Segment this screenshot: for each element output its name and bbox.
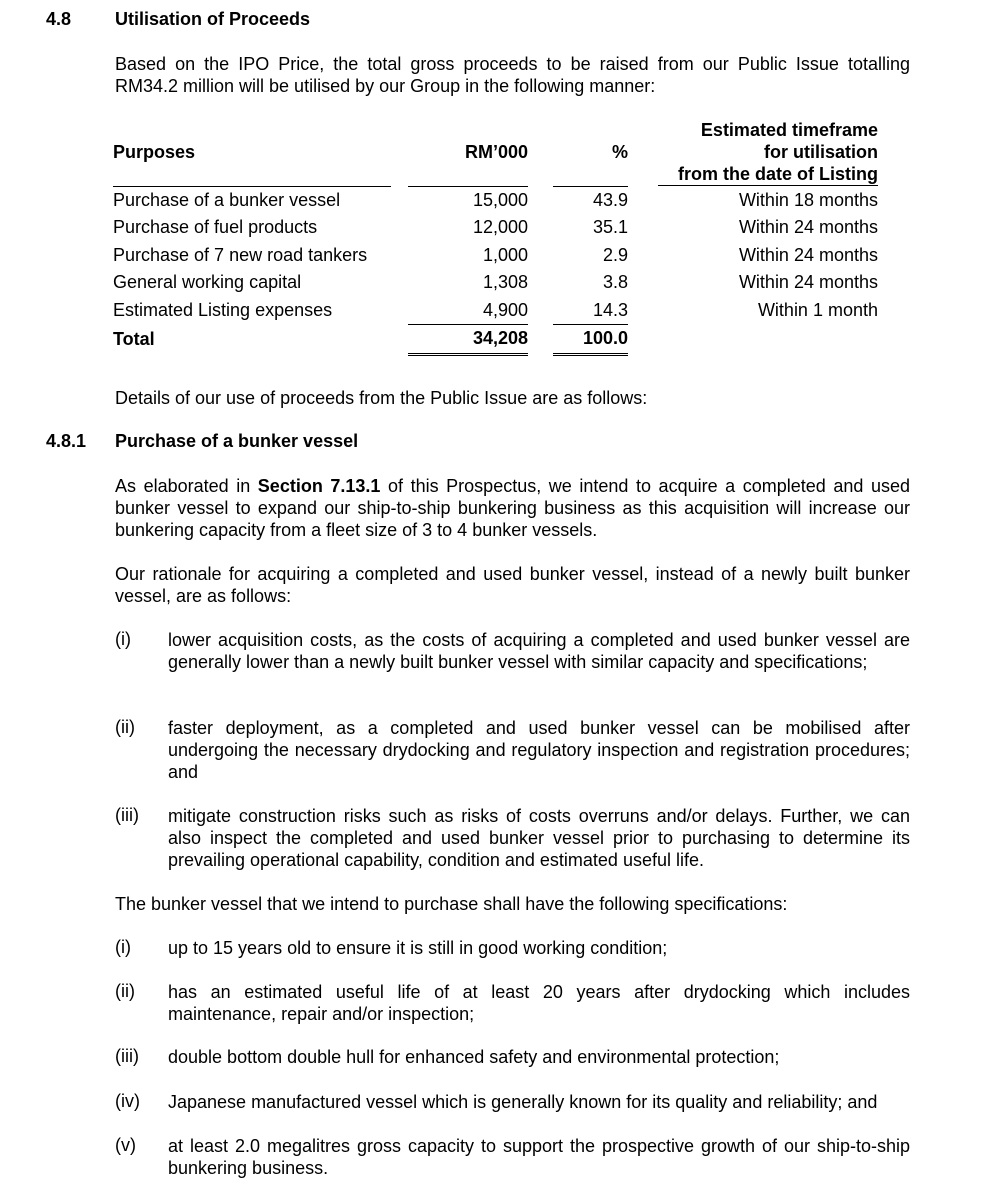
cell-purpose: Purchase of 7 new road tankers [113,244,368,265]
header-percent: % [553,119,628,186]
details-line: Details of our use of proceeds from the Public Issue are as follows: [115,388,648,408]
spec-number: (v) [115,1135,136,1155]
subsection-number: 4.8.1 [46,431,87,451]
cell-rm: 1,000 [482,244,528,265]
cell-percent: 14.3 [592,299,628,320]
section-reference: Section 7.13.1 [257,476,381,496]
header-timeframe [658,119,878,186]
cell-percent: 2.9 [602,244,628,265]
spec-item: double bottom double hull for enhanced safety and environmental protection; [168,1047,780,1067]
rationale-number: (ii) [115,717,135,737]
cell-rm: 12,000 [472,217,528,238]
total-label: Total [113,328,155,349]
spec-item: at least 2.0 megalitres gross capacity to support the prospective growth of our ship-to-ship bunkering business. [168,1136,910,1178]
rationale-item: lower acquisition costs, as the costs of acquiring a completed and used bunker vessel are generally lower than a newly built bunker vessel with similar capacity and specifications; [168,630,910,672]
cell-percent: 43.9 [592,189,628,210]
spec-number: (iii) [115,1046,139,1066]
cell-timeframe: Within 24 months [738,244,878,265]
rationale-item: mitigate construction risks such as risks of costs overruns and/or delays. Further, we can also inspect the completed and used bunker vessel prior to purchasing to determine its prevailing operational capability, condition and estimated useful life. [168,806,910,870]
table-row [113,242,878,270]
cell-percent: 35.1 [592,217,628,238]
cell-purpose: General working capital [113,272,302,293]
cell-timeframe: Within 24 months [738,217,878,238]
proceeds-table [113,119,878,356]
section-title: Utilisation of Proceeds [115,9,311,29]
header-purposes: Purposes [113,119,391,186]
rationale-number: (iii) [115,805,139,825]
section-number: 4.8 [46,9,72,29]
table-row [113,214,878,242]
table-header-row [113,119,878,186]
paragraph-rationale: Our rationale for acquiring a completed and used bunker vessel, instead of a newly built bunker vessel, are as follows: [115,564,910,606]
cell-timeframe: Within 24 months [738,272,878,293]
cell-timeframe: Within 18 months [738,189,878,210]
spec-item: Japanese manufactured vessel which is generally known for its quality and reliability; and [168,1092,878,1112]
table-row [113,297,878,325]
para1-text-end: of this Prospectus, we intend to acquire a completed and used bunker vessel to expand our ship-to-ship bunkering business as this acquisition will increase our bunkering capacity from a fleet size of 3 to 4 bunker vessels. [115,476,910,540]
intro-paragraph: Based on the IPO Price, the total gross proceeds to be raised from our Public Issue totalling RM34.2 million will be utilised by our Group in the following manner: [115,54,910,96]
header-rm: RM’000 [408,119,528,186]
cell-rm: 4,900 [482,299,528,320]
header-timeframe-line3: from the date of Listing [658,163,878,186]
header-timeframe-line2: for utilisation [764,142,878,162]
cell-purpose: Purchase of a bunker vessel [113,189,341,210]
spec-number: (iv) [115,1091,140,1111]
table-total-row [113,325,878,355]
table-row [113,269,878,297]
para1-text-start: As elaborated in [115,476,258,496]
spec-item: has an estimated useful life of at least 20 years after drydocking which includes maintenance, repair and/or inspection; [168,982,910,1024]
subsection-title: Purchase of a bunker vessel [115,431,359,451]
cell-percent: 3.8 [602,272,628,293]
spec-number: (ii) [115,981,135,1001]
table-row [113,186,878,214]
spec-number: (i) [115,937,131,957]
header-timeframe-line1: Estimated timeframe [700,120,878,140]
rationale-number: (i) [115,629,131,649]
total-rm: 34,208 [408,325,528,355]
spec-item: up to 15 years old to ensure it is still in good working condition; [168,938,668,958]
paragraph-acquisition [115,475,910,541]
rationale-item: faster deployment, as a completed and used bunker vessel can be mobilised after undergoing the necessary drydocking and regulatory inspection and registration procedures; and [168,718,910,782]
cell-timeframe: Within 1 month [757,300,878,320]
cell-rm: 1,308 [482,272,528,293]
cell-rm: 15,000 [472,189,528,210]
total-percent: 100.0 [553,325,628,355]
paragraph-specifications: The bunker vessel that we intend to purchase shall have the following specifications: [115,894,788,914]
cell-purpose: Estimated Listing expenses [113,300,333,320]
cell-purpose: Purchase of fuel products [113,217,318,238]
